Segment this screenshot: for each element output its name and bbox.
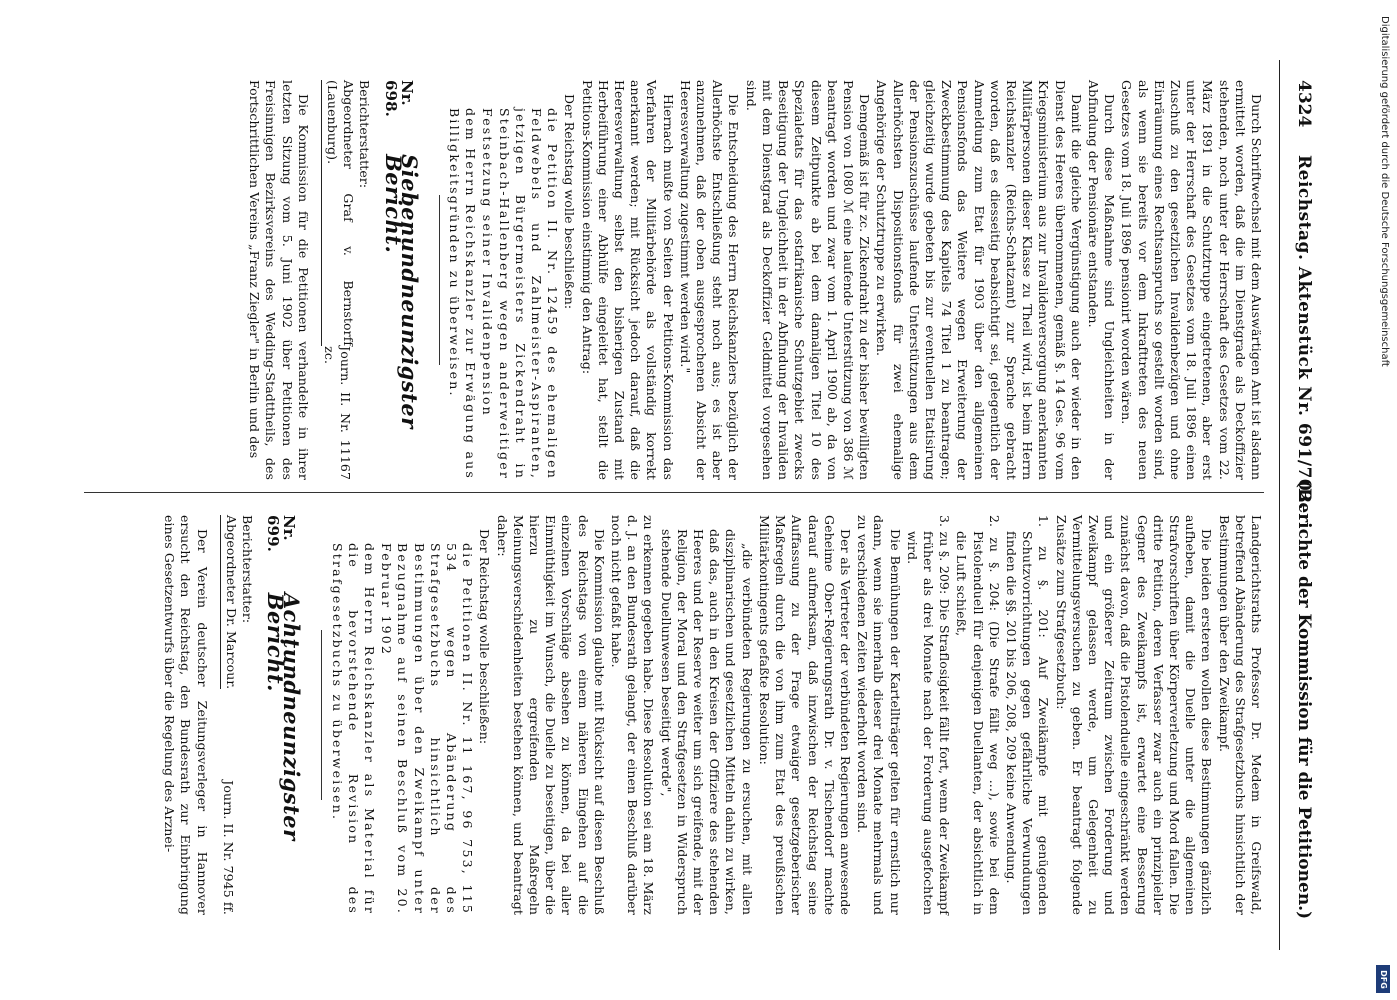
section-heading-699 bbox=[263, 515, 305, 915]
reporter-name: Abgeordneter Graf v. Bernstorff (Lauenburg). bbox=[321, 80, 356, 346]
motion-label: Der Reichstag wolle beschließen: bbox=[477, 529, 493, 745]
motion-text: die Petition II. Nr. 12459 des ehemaligen Feldwebels und Zahlmeister-Aspiranten, jetzigen Bürgermeisters Zickendraht in Steinbach-Hallenberg wegen anderweitiger Festsetzung seiner Invalidenpension bbox=[480, 108, 561, 480]
paragraph: Demgemäß ist für zc. Zickendraht zu der bisher bewilligten Pension von 1080 ℳ eine laufende Unterstützung von 386 ℳ beantragt worden und zwar vom 1. April 1900 ab, da von diesem Zeitpunkte ab bei dem damaligen Titel 10 des Spezialetats für das ostafrikanische Schutzgebiet zwecks Beseitigung der Ungleichheit in der Abfindung der Invaliden mit dem Dienstgrad als Deckoffizier Geldmittel vorgesehen sind. bbox=[743, 80, 873, 480]
page-number: 4324 bbox=[1294, 80, 1314, 128]
rotated-page-content bbox=[75, 60, 1320, 950]
paragraph: Die Bemühungen der Kartellträger gelten für ernstlich nur dann, wenn sie innerhalb dieser drei Monate mehrmals und zu verschiedenen Zeiten wiederholt worden sind. bbox=[855, 515, 903, 915]
reporter-name: Abgeordneter Dr. Marcour. bbox=[220, 515, 239, 689]
paragraph: Der Verein deutscher Zeitungsverleger in Hannover ersucht den Reichstag, den Bundesrath zur Einbringung eines Gesetzentwurfs über die Regelung des Arznei- bbox=[162, 515, 210, 915]
section-divider bbox=[439, 195, 440, 365]
motion-conclusion: dem Herrn Reichskanzler als Material für die bevorstehende Revision des Strafgesetzbuchs zu überweisen. bbox=[329, 543, 378, 915]
column-divider bbox=[84, 492, 1264, 493]
left-column bbox=[245, 80, 1264, 480]
section-number: Nr. 699. bbox=[264, 515, 299, 552]
section-title: Siebenundneunzigster Bericht. bbox=[380, 154, 422, 429]
paragraph: Die Entscheidung des Herrn Reichskanzlers bezüglich der Allerhöchste Entschließung steht noch aus; es ist aber anzunehmen, daß der oben ausgesprochenen Absicht der Heeresverwaltung zugestimmt werden wird." bbox=[677, 80, 742, 480]
header-left: Reichstag. Aktenstück Nr. 691/702. bbox=[1294, 155, 1314, 510]
list-item: 3. zu §. 209: Die Straflosigkeit fällt fort, wenn der Zweikampf früher als drei Monate nach der Forderung ausgefochten wird. bbox=[904, 515, 953, 915]
paragraph: Die beiden ersteren wollen diese Bestimmungen gänzlich aufheben, damit die Duelle unter die allgemeinen Strafvorschriften über Körperverletzung und Mord fallen. Die dritte Petition, deren Verfasser zwar auch ein prinzipieller Gegner des Zweikampfs ist, erwartet eine Besserung zunächst davon, daß die Pistolenduelle eingeschränkt werden und ein größerer Zeitraum zwischen Forderung und Zweikampf gelassen werde, um Gelegenheit zu Vermittelungsversuchen zu geben. Er beantragt folgende Zusätze zum Strafgesetzbuch: bbox=[1053, 515, 1215, 915]
paragraph: Durch Schriftwechsel mit dem Auswärtigen Amt ist alsdann ermittelt worden, daß die im Dienstgrade als Deckoffizier stehenden, noch unter der Herrschaft des Gesetzes vom 22. März 1891 in die Schutztruppe eingetretenen, aber erst unter der Herrschaft des Gesetzes vom 18. Juli 1896 einen Zuschuß zu den gesetzlichen Invalidenbezügen und ohne Einräumung eines Rechtsanspruchs so gestellt worden sind, als wenn sie bereits vor dem Inkrafttreten des neuen Gesetzes vom 18. Juli 1896 pensionirt worden wären. bbox=[1119, 80, 1264, 480]
digitization-margin bbox=[1376, 10, 1390, 990]
paragraph: Damit die gleiche Vergünstigung auch der wieder in den Dienst des Heeres übernommenen, gemäß §. 14 Ges. 96 vom Kriegsministerium aus zur Invalidenversorgung anerkannten Militärpersonen dieser Klasse zu Theil wird, ist beim Herrn Reichskanzler (Reichs-Schatzamt) zur Sprache gebracht worden, daß es diesseitig beabsichtigt sei, gelegentlich der Anmeldung zum Etat für 1903 über den allgemeinen Pensionsfonds das Weitere wegen Erweiterung der Zweckbestimmung des Kapitels 74 Titel 1 zu beantragen; gleichzeitig wurde gebeten bis zur eventuellen Etatisirung der Pensionszuschüsse laufende Unterstützungen aus dem Allerhöchsten Dispositionsfonds für zwei ehemalige Angehörige der Schutztruppe zu erwirken. bbox=[874, 80, 1084, 480]
motion-conclusion: dem Herrn Reichskanzler zur Erwägung aus Billigkeitsgründen zu überweisen. bbox=[447, 108, 479, 480]
paragraph: Hiernach mußte von Seiten der Petitions-Kommission das Verfahren der Militärbehörde als vollständig korrekt anerkannt werden; mit Rücksicht jedoch darauf, daß die Heeresverwaltung selbst den bisherigen Zustand mit Herbeiführung einer Abhülfe eingeleitet hat, stellt die Petitions-Kommission einstimmig den Antrag: bbox=[579, 80, 676, 480]
paragraph: Die Kommission glaubte mit Rücksicht auf diesen Beschluß des Reichstags von einem näheren Eingehen auf die einzelnen Vorschläge absehen zu können, da bei aller Einmüthigkeit im Wunsch, die Duelle zu beseitigen, über die hierzu zu ergreifenden Maßregeln Meinungsverschiedenheiten bestehen können, und beantragt daher: bbox=[494, 515, 607, 915]
paragraph: Landgerichtsraths Professor Dr. Medem in Greifswald, betreffend Abänderung des Strafgesetzbuchs hinsichtlich der Bestimmungen über den Zweikampf. bbox=[1216, 515, 1264, 915]
dfg-logo-text: DFG bbox=[1378, 969, 1388, 989]
list-item: 1. zu §. 201: Auf Zweikämpfe mit genügenden Schutzvorrichtungen gegen gefährliche Verwundungen finden die §§. 201 bis 206, 208, 209 keine Anwendung. bbox=[1003, 515, 1052, 915]
list-item: 2. zu §. 204: (Die Strafe fällt weg ...), sowie bei dem Pistolenduell für denjenigen Duellanten, der absichtlich in die Luft schießt, bbox=[954, 515, 1002, 915]
motion-label: Der Reichstag wolle beschließen: bbox=[562, 94, 578, 310]
dfg-logo bbox=[1376, 965, 1390, 993]
paragraph: Der als Vertreter der verbündeten Regierungen anwesende Geheime Ober-Regierungsrath Dr. v. Tischendorf machte darauf aufmerksam, daß inzwischen der Reichstag seine Auffassung zu der Frage etwaiger gesetzgeberischer Maßregeln durch die von ihm zum Etat des preußischen Militärkontingents gefaßte Resolution: bbox=[756, 515, 853, 915]
section-title: Achtundneunzigster Bericht. bbox=[263, 592, 305, 841]
page-header bbox=[1279, 60, 1320, 950]
reporter-block bbox=[321, 80, 373, 480]
digitization-credit: Digitalisierung gefördert durch die Deutsche Forschungsgemeinschaft bbox=[1379, 16, 1390, 367]
header-right: (Berichte der Kommission für die Petitionen.) bbox=[1294, 480, 1314, 920]
section-number: Nr. 698. bbox=[381, 80, 416, 117]
journal-number: Journ. II. Nr. 7945 ff. bbox=[220, 780, 236, 915]
reporter-label: Berichterstatter: bbox=[357, 80, 373, 189]
journal-number: Journ. II. Nr. 11167 zc. bbox=[322, 346, 354, 480]
paragraph: Durch diese Maßnahme sind Ungleichheiten in der Abfindung der Pensionäre entstanden. bbox=[1085, 80, 1118, 480]
reporter-block bbox=[220, 515, 255, 915]
paragraph: Die Kommission für die Petitionen verhandelte in ihrer letzten Sitzung vom 5. Juni 1902 über Petitionen des Freisinnigen Bezirksvereins des Wedding-Stadttheils, des Fortschrittlichen Vereins „Franz Ziegler" in Berlin und des bbox=[247, 80, 311, 480]
right-column bbox=[160, 515, 1264, 915]
paragraph: zu erkennen gegeben habe. Diese Resolution sei am 18. März d. J. an den Bundesrath gelangt, der einen Beschluß darüber noch nicht gefaßt habe. bbox=[609, 515, 657, 915]
reporter-label: Berichterstatter: bbox=[240, 515, 256, 624]
section-divider bbox=[321, 630, 322, 800]
section-heading-698 bbox=[380, 80, 422, 480]
motion-text: die Petitionen II. Nr. 11 167, 96 753, 115 534 wegen Abänderung des Strafgesetzbuchs hinsichtlich der Bestimmungen über den Zweikampf unter Bezugnahme auf seinen Beschluß vom 20. Februar 1902 bbox=[379, 543, 476, 915]
quoted-resolution: „die verbündeten Regierungen zu ersuchen, mit allen disziplinarischen und gesetzlichen Mitteln dahin zu wirken, daß das, auch in den Kreisen der Offiziere des stehenden Heeres und der Reserve weiter um sich greifende, mit der Religion, der Moral und den Strafgesetzen in Widerspruch stehende Duellunwesen beseitigt werde", bbox=[658, 529, 755, 915]
